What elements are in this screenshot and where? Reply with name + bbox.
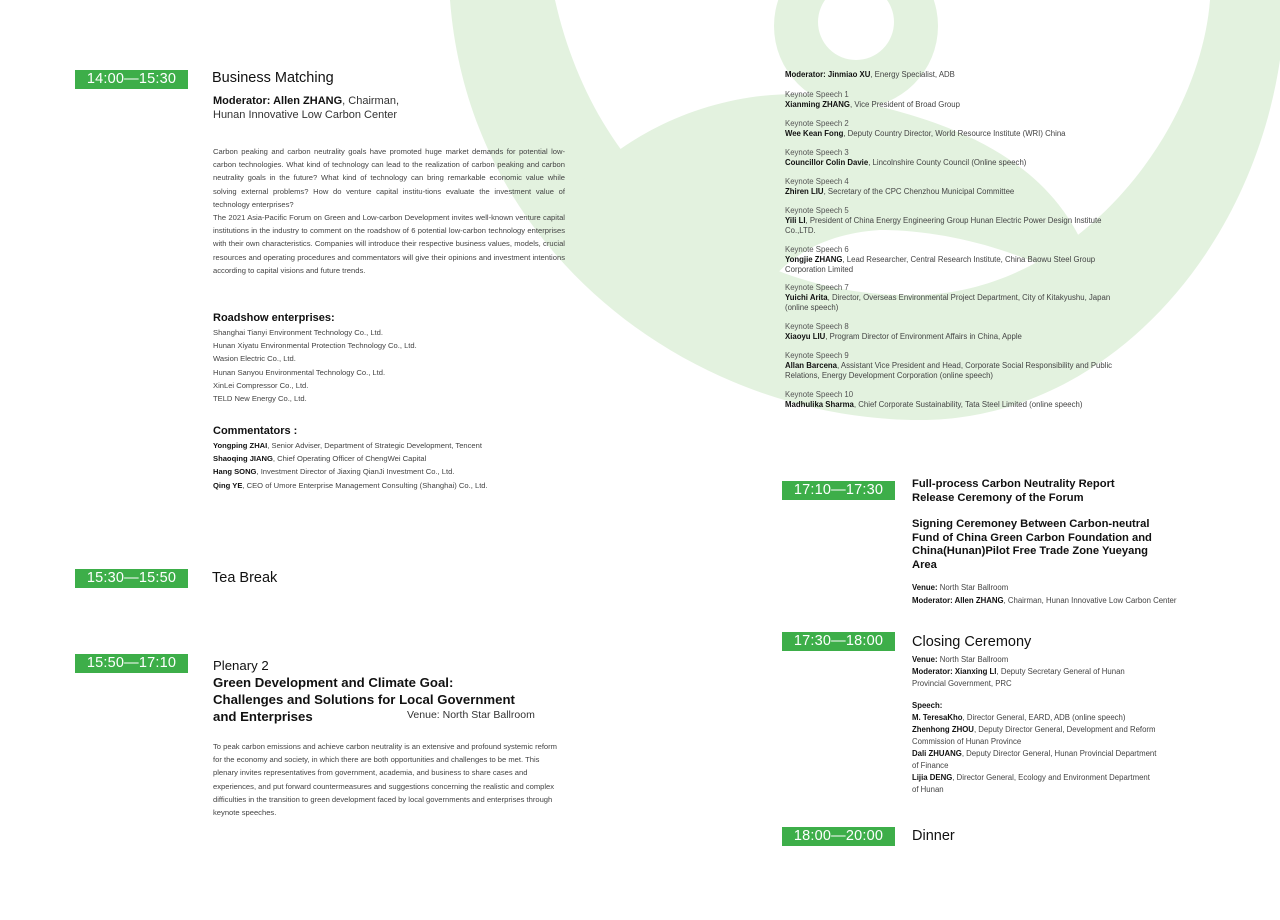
commentator-name: Shaoqing JIANG bbox=[213, 454, 273, 464]
keynote-label: Keynote Speech 9 bbox=[785, 351, 849, 360]
keynote-item-2 bbox=[785, 119, 1130, 139]
commentator-item bbox=[213, 465, 488, 478]
keynote-item-5 bbox=[785, 206, 1130, 237]
keynote-speaker: Zhiren LIU bbox=[785, 187, 824, 197]
plenary-title-line: Challenges and Solutions for Local Government bbox=[213, 692, 515, 707]
keynote-desc: , President of China Energy Engineering Group Hunan Electric Power Design Institute Co.,LTD. bbox=[785, 216, 1102, 236]
time-badge-business-matching: 14:00—15:30 bbox=[75, 70, 188, 89]
roadshow-item: TELD New Energy Co., Ltd. bbox=[213, 394, 307, 404]
plenary-title-line: Green Development and Climate Goal: bbox=[213, 675, 454, 690]
roadshow-item: Wasion Electric Co., Ltd. bbox=[213, 354, 296, 364]
keynote-speaker: Yili LI bbox=[785, 216, 806, 226]
keynote-item-1 bbox=[785, 90, 1130, 110]
keynote-item-8 bbox=[785, 322, 1130, 342]
speaker-desc: , Director General, Ecology and Environment Department of Hunan bbox=[912, 773, 1150, 794]
venue-value: North Star Ballroom bbox=[937, 655, 1009, 664]
session-title-dinner: Dinner bbox=[912, 828, 955, 844]
moderator-role: , Chairman, bbox=[342, 95, 400, 107]
keynote-item-7 bbox=[785, 283, 1130, 314]
commentator-desc: , Investment Director of Jiaxing QianJi Investment Co., Ltd. bbox=[256, 467, 455, 477]
release-title-line: Full-process Carbon Neutrality Report bbox=[912, 478, 1115, 490]
keynote-desc: , Director, Overseas Environmental Project Department, City of Kitakyushu, Japan (online speech) bbox=[785, 293, 1111, 313]
commentator-name: Yongping ZHAI bbox=[213, 441, 268, 450]
closing-venue bbox=[912, 654, 1157, 666]
speaker-desc: , Deputy Director General, Hunan Provincial Department of Finance bbox=[912, 749, 1157, 770]
moderator-role: , Chairman, Hunan Innovative Low Carbon Center bbox=[1003, 595, 1177, 605]
commentators-heading: Commentators : bbox=[213, 425, 298, 437]
keynote-item-6 bbox=[785, 245, 1130, 276]
keynote-item-9 bbox=[785, 351, 1130, 382]
plenary-description: To peak carbon emissions and achieve carbon neutrality is an extensive and profound systemic reform for the economy and society, in which there are both opportunities and challenges to be met. This plenary invites representatives from government, academia, and business to share cases and experiences, and put forward countermeasures and suggestions concerning the realistic and complex difficulties in the transition to green development faced by local governments and enterprises through keynote speeches. bbox=[213, 742, 558, 818]
description-paragraph-1: Carbon peaking and carbon neutrality goals have promoted huge market demands for potential low-carbon technologies. What kind of technology can lead to the realization of carbon peaking and carbon neutrality goals in the future? What kind of technology can bring remarkable economic value while solving external problems? How do venture capital institu-tions evaluate the investment value of technology enterprises? bbox=[213, 147, 565, 209]
keynote-speaker: Madhulika Sharma bbox=[785, 400, 854, 410]
keynote-label: Keynote Speech 1 bbox=[785, 90, 849, 99]
keynote-desc: , Deputy Country Director, World Resource Institute (WRI) China bbox=[843, 129, 1066, 139]
business-matching-description bbox=[213, 145, 565, 277]
signing-title-line: Area bbox=[912, 558, 937, 571]
speech-item bbox=[912, 772, 1157, 796]
closing-details bbox=[912, 654, 1157, 796]
roadshow-heading: Roadshow enterprises: bbox=[213, 312, 335, 324]
keynote-desc: , Secretary of the CPC Chenzhou Municipal Committee bbox=[823, 187, 1015, 197]
keynote-label: Keynote Speech 4 bbox=[785, 177, 849, 186]
speaker-desc: , Director General, EARD, ADB (online speech) bbox=[962, 713, 1126, 722]
keynote-label: Keynote Speech 5 bbox=[785, 206, 849, 215]
signing-title-line: China(Hunan)Pilot Free Trade Zone Yueyang bbox=[912, 545, 1149, 557]
speech-item bbox=[912, 712, 1157, 724]
keynote-desc: , Lincolnshire County Council (Online speech) bbox=[868, 158, 1027, 168]
commentator-desc: , Chief Operating Officer of ChengWei Capital bbox=[272, 454, 427, 464]
commentator-item bbox=[213, 479, 488, 492]
roadshow-item: XinLei Compressor Co., Ltd. bbox=[213, 380, 309, 390]
plenary-label: Plenary 2 bbox=[213, 658, 269, 673]
moderator-label: Moderator: Allen ZHANG bbox=[213, 95, 343, 107]
keynote-label: Keynote Speech 8 bbox=[785, 322, 849, 331]
speaker-name: Lijia DENG bbox=[912, 773, 953, 782]
speech-heading bbox=[912, 700, 1157, 712]
moderator-label: Moderator: Xianxing LI bbox=[912, 667, 997, 676]
description-paragraph-2: The 2021 Asia-Pacific Forum on Green and Low-carbon Development invites well-known venture capital institutions in the industry to comment on the roadshow of 6 potential low-carbon technology enterprises with their own characteristics. Companies will introduce their respective business values, models, crucial resources and operating procedures and commentators will give their opinions and investment intentions according to capital visions and future trends. bbox=[213, 213, 565, 275]
time-badge-closing-ceremony: 17:30—18:00 bbox=[782, 632, 895, 651]
keynote-item-4 bbox=[785, 177, 1130, 197]
roadshow-list bbox=[213, 326, 417, 405]
speaker-desc: , Deputy Director General, Development and Reform Commission of Hunan Province bbox=[912, 725, 1156, 746]
moderator-label: Moderator: Jinmiao XU bbox=[785, 70, 871, 79]
session-title-tea-break: Tea Break bbox=[212, 570, 278, 586]
keynote-label: Keynote Speech 7 bbox=[785, 283, 849, 292]
keynote-speaker: Councillor Colin Davie bbox=[785, 158, 869, 168]
signing-title-line: Fund of China Green Carbon Foundation and bbox=[912, 531, 1152, 544]
keynote-speaker: Yuichi Arita bbox=[785, 293, 828, 303]
time-badge-release-ceremony: 17:10—17:30 bbox=[782, 481, 895, 500]
release-ceremony-title bbox=[912, 478, 1115, 505]
commentator-name: Qing YE bbox=[213, 480, 243, 490]
keynote-speaker: Wee Kean Fong bbox=[785, 129, 844, 139]
keynote-desc: , Vice President of Broad Group bbox=[849, 100, 960, 110]
release-moderator bbox=[912, 595, 1176, 608]
moderator-org: Hunan Innovative Low Carbon Center bbox=[213, 109, 398, 121]
venue-label: Venue: bbox=[912, 583, 938, 592]
commentator-desc: , CEO of Umore Enterprise Management Consulting (Shanghai) Co., Ltd. bbox=[242, 480, 488, 490]
session-title-business-matching: Business Matching bbox=[212, 70, 334, 86]
signing-ceremony-title bbox=[912, 518, 1152, 572]
moderator-label: Moderator: Allen ZHANG bbox=[912, 595, 1004, 605]
keynote-moderator bbox=[785, 70, 955, 79]
release-details bbox=[912, 582, 1176, 607]
keynote-label: Keynote Speech 6 bbox=[785, 245, 849, 254]
keynote-item-10 bbox=[785, 390, 1130, 410]
keynote-desc: , Program Director of Environment Affairs in China, Apple bbox=[825, 332, 1022, 342]
release-title-line: Release Ceremony of the Forum bbox=[912, 491, 1084, 504]
speaker-name: Zhenhong ZHOU bbox=[912, 725, 974, 734]
moderator-role: , Deputy Secretary General of Hunan Provincial Government, PRC bbox=[912, 667, 1125, 688]
commentators-list bbox=[213, 439, 488, 492]
venue-value: North Star Ballroom bbox=[937, 583, 1009, 592]
speech-item bbox=[912, 748, 1157, 772]
roadshow-item: Shanghai Tianyi Environment Technology Co., Ltd. bbox=[213, 328, 383, 337]
commentator-desc: , Senior Adviser, Department of Strategic Development, Tencent bbox=[267, 441, 482, 450]
release-venue bbox=[912, 582, 1176, 595]
roadshow-item: Hunan Xiyatu Environmental Protection Technology Co., Ltd. bbox=[213, 341, 417, 351]
keynote-item-3 bbox=[785, 148, 1130, 168]
moderator-role: , Energy Specialist, ADB bbox=[870, 70, 955, 79]
time-badge-tea-break: 15:30—15:50 bbox=[75, 569, 188, 588]
keynote-label: Keynote Speech 10 bbox=[785, 390, 854, 399]
venue-label: Venue: bbox=[912, 655, 938, 664]
keynote-desc: , Lead Researcher, Central Research Institute, China Baowu Steel Group Corporation Limited bbox=[785, 255, 1096, 275]
speaker-name: M. TeresaKho bbox=[912, 713, 963, 722]
commentator-name: Hang SONG bbox=[213, 467, 257, 477]
roadshow-item: Hunan Sanyou Environmental Technology Co., Ltd. bbox=[213, 367, 386, 377]
signing-title-line: Signing Ceremoney Between Carbon-neutral bbox=[912, 518, 1150, 530]
moderator-business-matching bbox=[213, 94, 399, 122]
closing-moderator bbox=[912, 666, 1157, 690]
speaker-name: Dali ZHUANG bbox=[912, 749, 962, 758]
plenary-venue: Venue: North Star Ballroom bbox=[407, 709, 535, 721]
speech-item bbox=[912, 724, 1157, 748]
keynote-speaker: Xiaoyu LIU bbox=[785, 332, 826, 342]
session-title-closing-ceremony: Closing Ceremony bbox=[912, 634, 1032, 650]
commentator-item bbox=[213, 452, 488, 465]
keynote-label: Keynote Speech 3 bbox=[785, 148, 849, 157]
speech-label: Speech: bbox=[912, 701, 943, 710]
keynote-desc: , Assistant Vice President and Head, Corporate Social Responsibility and Public Relations, Energy Development Corporation (online speech) bbox=[785, 361, 1113, 381]
keynote-speaker: Yongjie ZHANG bbox=[785, 255, 843, 265]
keynote-speaker: Xianming ZHANG bbox=[785, 100, 850, 110]
keynote-speaker: Allan Barcena bbox=[785, 361, 838, 371]
commentator-item bbox=[213, 439, 488, 452]
time-badge-plenary: 15:50—17:10 bbox=[75, 654, 188, 673]
keynote-desc: , Chief Corporate Sustainability, Tata Steel Limited (online speech) bbox=[853, 400, 1083, 410]
keynote-label: Keynote Speech 2 bbox=[785, 119, 849, 128]
time-badge-dinner: 18:00—20:00 bbox=[782, 827, 895, 846]
plenary-title-line: and Enterprises bbox=[213, 709, 313, 724]
